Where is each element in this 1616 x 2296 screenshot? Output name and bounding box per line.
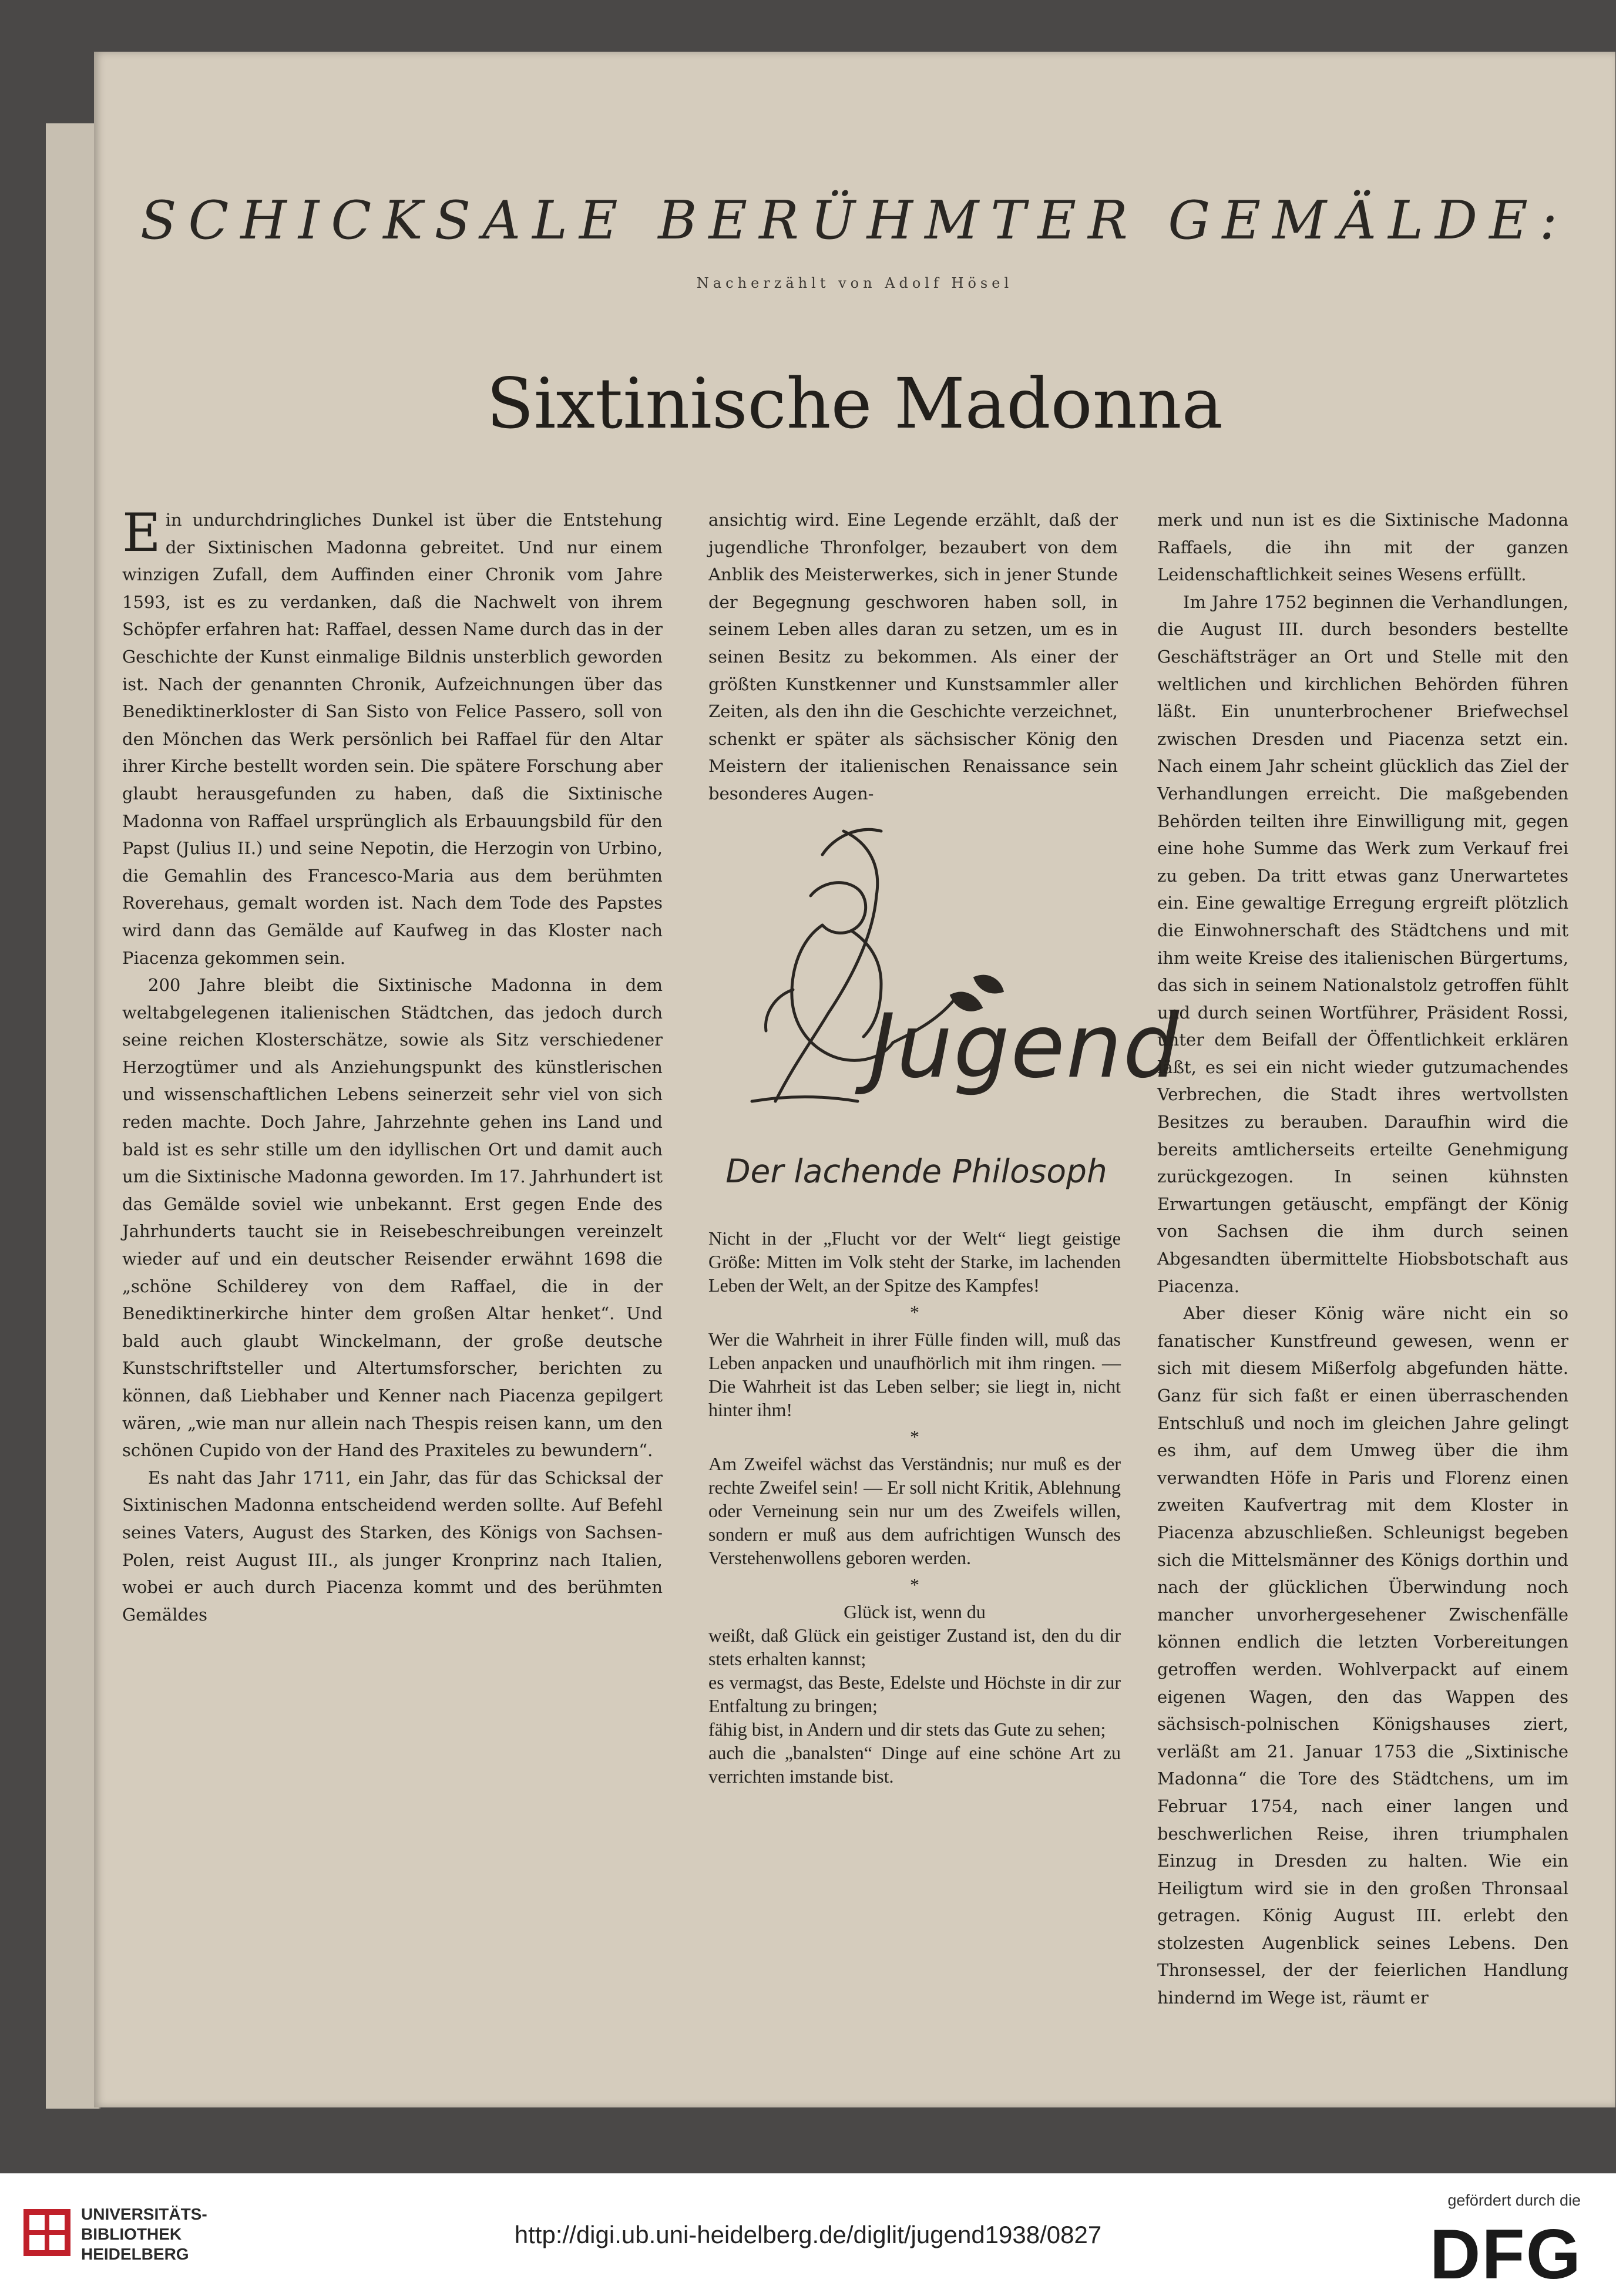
viewer-footer [0,2173,1616,2296]
library-name-line: UNIVERSITÄTS- [81,2205,207,2223]
funding-label: gefördert durch die [1447,2191,1581,2209]
paragraph: Es naht das Jahr 1711, ein Jahr, das für das Schicksal der Sixtinischen Madonna entscheidend werden sollte. Auf Befehl seines Vaters, August des Starken, des Königs von Sachsen-Polen, reist August III., als junger Kronprinz nach Italien, wobei er auch durch Piacenza kommt und des berühmten Gemäldes [122,1467,663,1625]
saying-3: Am Zweifel wächst das Verständnis; nur muß es der rechte Zweifel sein! — Er soll nicht Kritik, Ablehnung oder Verneinung sein nur um des Zweifels willen, sondern er muß aus dem aufrichtigen Wunsch des Verstehenwollens geboren werden. [708,1453,1121,1568]
poem-line: Glück ist, wenn du [844,1601,986,1622]
sidebar-title: Der lachende Philosoph [725,1152,1107,1190]
page-header [94,190,1615,291]
article-title: Sixtinische Madonna [486,363,1224,444]
saying-2: Wer die Wahrheit in ihrer Fülle finden will, muß das Leben anpacken und unaufhörlich mit ihm ringen. — Die Wahrheit ist das Leben selber; sie liegt in, nicht hinter ihm! [708,1329,1121,1420]
separator-star: * [910,1302,919,1323]
paragraph: merk und nun ist es die Sixtinische Madonna Raffaels, die ihn mit der ganzen Leidenschaftlichkeit seines Wesens erfüllt. [1157,510,1568,585]
article-column-3 [1157,506,1568,2012]
article-column-1 [122,502,663,1628]
series-title: SCHICKSALE BERÜHMTER GEMÄLDE: [140,190,1570,251]
poem-line: auch die „banalsten“ Dinge auf eine schöne Art zu verrichten imstande bist. [708,1742,1121,1787]
book-edge [46,123,100,2109]
dfg-logo[interactable]: DFG [1429,2215,1582,2294]
separator-star: * [910,1574,919,1595]
permalink-url[interactable]: http://digi.ub.uni-heidelberg.de/diglit/jugend1938/0827 [514,2221,1102,2248]
library-name-line: BIBLIOTHEK [81,2225,182,2243]
paragraph: 200 Jahre bleibt die Sixtinische Madonna in dem weltabgelegenen italienischen Städtchen, das jedoch durch seine reichen Klosterschätze, sowie als Sitz verschiedener Herzogtümer und als Anziehungspunkt des künstlerischen und wissenschaftlichen Lebens seinerzeit sehr viel von sich reden machte. Doch Jahre, Jahrzehnte gehen ins Land und bald ist es sehr stille um den idyllischen Ort und damit auch um die Sixtinische Madonna geworden. Im 17. Jahrhundert ist das Gemälde soviel wie unbekannt. Erst gegen Ende des Jahrhunderts taucht sie in Reisebeschreibungen vereinzelt wieder auf und ein deutscher Reisender erwähnt 1698 die „schöne Schilderey von dem Raffael, die in der Benediktinerkirche hinter dem großen Altar henket“. Und bald auch glaubt Winckelmann, der große deutsche Kunstschriftsteller und Altertumsforscher, berichten zu können, daß Liebhaber und Kenner nach Piacenza gepilgert wären, „wie man nur allein nach Thespis reisen kann, um den schönen Cupido von der Hand des Praxiteles zu bewundern“. [122,975,663,1461]
paragraph [122,502,663,971]
paragraph: ansichtig wird. Eine Legende erzählt, daß der jugendliche Thronfolger, bezaubert von dem Anblik des Meisterwerkes, sich in jener Stunde der Begegnung geschworen haben soll, in seinem Leben alles daran zu setzen, um es in seinen Besitz zu bekommen. Als einer der größten Kunstkenner und Kunstsammler aller Zeiten, als den ihn die Geschichte verzeichnet, schenkt er später als sächsischer König den Meistern der italienischen Renaissance sein besonderes Augen- [708,510,1118,804]
jugend-wordmark: Jugend [869,996,1181,1098]
library-name-line: HEIDELBERG [81,2245,189,2263]
jugend-logo [705,819,1181,1137]
paragraph-text: in undurchdringliches Dunkel ist über die Entstehung der Sixtinischen Madonna gebreitet. Und nur einem winzigen Zufall, dem Auffinden einer Chronik vom Jahre 1593, ist es zu verdanken, daß die Nachwelt von ihrem Schöpfer erfahren hat: Raffael, dessen Name durch das in der Geschichte der Kunst einmalige Bildnis unsterblich geworden ist. Nach der genannten Chronik, Aufzeichnungen über das Benediktinerkloster di San Sisto von Felice Passero, soll von den Mönchen das Werk persönlich bei Raffael für den Altar ihrer Kirche bestellt worden sein. Die spätere Forschung aber glaubt herausgefunden zu haben, daß die Sixtinische Madonna von Raffael ursprünglich als Erbauungsbild für den Papst (Julius II.) und seine Nepotin, die Herzogin von Urbino, die Gemahlin des Francesco-Maria aus dem berühmten Roverehaus, gemalt worden ist. Nach dem Tode des Papstes wird dann das Gemälde auf Kaufweg in das Kloster nach Piacenza gekommen sein. [122,510,663,968]
paragraph: Aber dieser König wäre nicht ein so fanatischer Kunstfreund gewesen, wenn er sich mit diesem Mißerfolg abgefunden hätte. Ganz für sich faßt er einen überraschenden Entschluß und noch im gleichen Jahre gelingt es ihm, auf dem Umweg über die ihm verwandten Höfe in Paris und Florenz einen zweiten Kaufvertrag mit dem Kloster in Piacenza abzuschließen. Schleunigst begeben sich die Mittelsmänner des Königs dorthin und nach der glücklichen Überwindung noch mancher unvorhergesehener Zwischenfälle können endlich die letzten Vorbereitungen getroffen werden. Wohlverpackt auf einem eigenen Wagen, den das Wappen des sächsisch-polnischen Königshauses ziert, verläßt am 21. Januar 1753 die „Sixtinische Madonna“ die Tore des Städtchens, um im Februar 1754, nach einer langen und beschwerlichen Reise, ihren triumphalen Einzug in Dresden zu halten. Wie ein Heiligtum wird sie in den großen Thronsaal getragen. König August III. erlebt den stolzesten Augenblick seines Lebens. Den Thronsessel, der der feierlichen Handlung hindernd im Wege ist, räumt er [1157,1303,1568,2008]
article-column-2 [708,506,1118,808]
poem-line: fähig bist, in Andern und dir stets das Gute zu sehen; [708,1719,1106,1740]
saying-1: Nicht in der „Flucht vor der Welt“ liegt geistige Größe: Mitten im Volk steht der Starke, im lachenden Leben der Welt, an der Spitze des Kampfes! [708,1228,1121,1296]
paragraph: Im Jahre 1752 beginnen die Verhandlungen, die August III. durch besonders bestellte Geschäftsträger an Ort und Stelle mit den weltlichen und kirchlichen Behörden führen läßt. Ein ununterbrochener Briefwechsel zwischen Dresden und Piacenza setzt ein. Nach einem Jahr scheint glücklich das Ziel der Verhandlungen erreicht. Die maßgebenden Behörden teilten ihre Einwilligung mit, gegen eine hohe Summe das Werk zum Verkauf frei zu geben. Da tritt etwas ganz Unerwartetes ein. Eine gewaltige Erregung ergreift plötzlich die Einwohnerschaft des Städtchens und mit ihm weite Kreise des italienischen Bürgertums, das sich in seinem Nationalstolz getroffen fühlt und durch seinen Wortführer, Präsident Rossi, unter dem Beifall der Öffentlichkeit erklären läßt, es sei ein nicht wieder gutzumachendes Verbrechen, die Stadt ihres wertvollsten Besitzes zu berauben. Daraufhin wird die bereits amtlicherseits erteilte Genehmigung zurückgezogen. In seinen kühnsten Erwartungen getäuscht, empfängt der König von Sachsen die ihm durch seinen Abgesandten übermittelte Hiobsbotschaft aus Piacenza. [1157,591,1568,1296]
poem-line: weißt, daß Glück ein geistiger Zustand ist, den du dir stets erhalten kannst; [708,1625,1121,1669]
author-line: Nacherzählt von Adolf Hösel [696,275,1013,291]
poem-line: es vermagst, das Beste, Edelste und Höchste in dir zur Entfaltung zu bringen; [708,1672,1121,1716]
separator-star: * [910,1426,919,1447]
sidebar-sayings [708,1226,1121,1788]
drop-cap: E [122,502,161,564]
